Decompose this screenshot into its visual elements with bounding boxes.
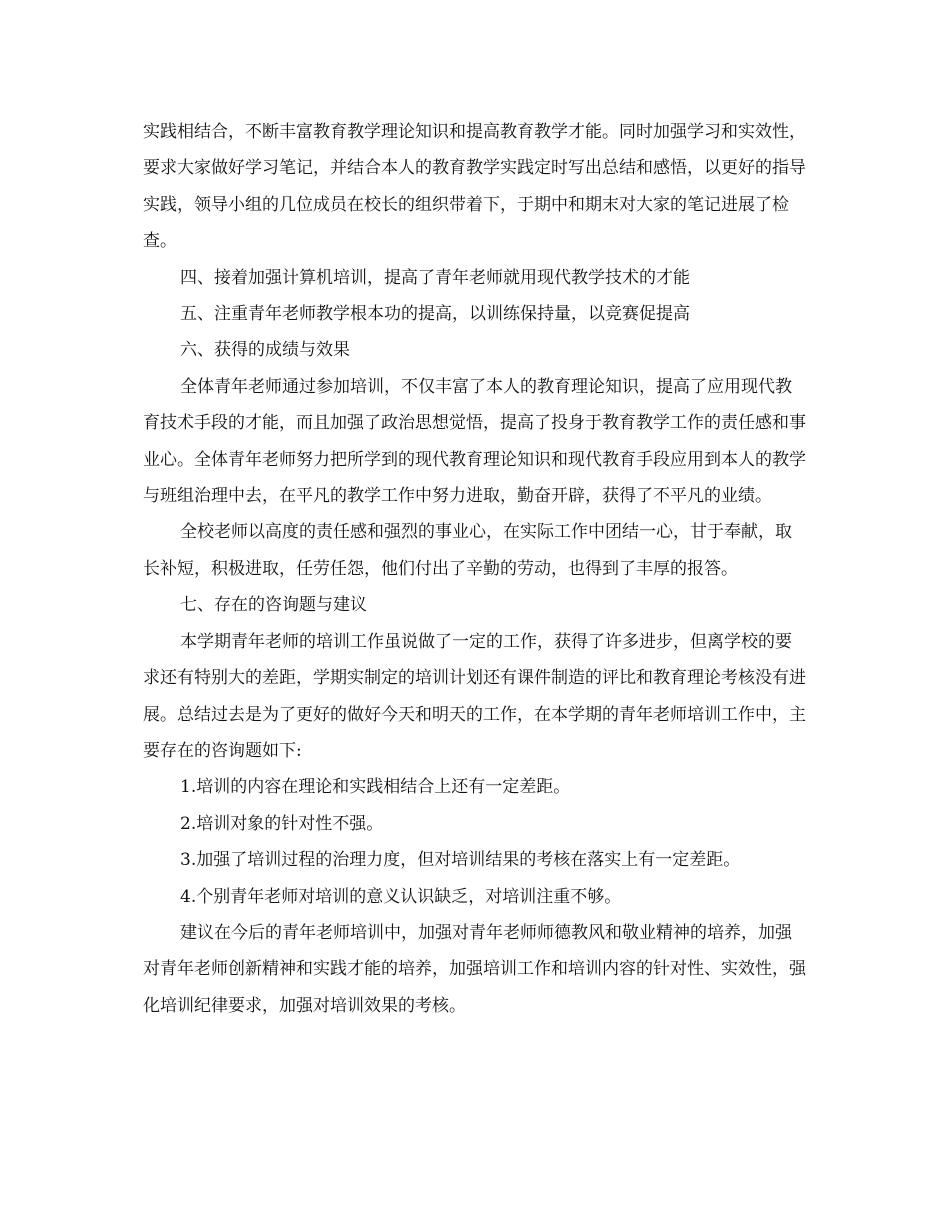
paragraph-teachers: 全校老师以高度的责任感和强烈的事业心，在实际工作中团结一心，甘于奉献，取长补短，积极进取，任劳任怨，他们付出了辛勤的劳动，也得到了丰厚的报答。 <box>143 522 792 579</box>
list-item-3: 3.加强了培训过程的治理力度，但对培训结果的考核在落实上有一定差距。 <box>180 850 741 871</box>
paragraph-results: 全体青年老师通过参加培训，不仅丰富了本人的教育理论知识，提高了应用现代教育技术手段的才能，而且加强了政治思想觉悟，提高了投身于教育教学工作的责任感和事业心。全体青年老师努力把所学到的现代教育理论知识和现代教育手段应用到本人的教学与班组治理中去，在平凡的教学工作中努力进取，勤奋开辟，获得了不平凡的业绩。 <box>143 376 806 507</box>
paragraph-continuation: 实践相结合，不断丰富教育教学理论知识和提高教育教学才能。同时加强学习和实效性，要求大家做好学习笔记，并结合本人的教育教学实践定时写出总结和感悟，以更好的指导实践，领导小组的几位成员在校长的组织带着下，于期中和期末对大家的笔记进展了检查。 <box>143 122 806 252</box>
list-item-2: 2.培训对象的针对性不强。 <box>180 813 384 834</box>
list-item-1: 1.培训的内容在理论和实践相结合上还有一定差距。 <box>180 777 571 798</box>
heading-section-5: 五、注重青年老师教学根本功的提高，以训练保持量，以竞赛促提高 <box>180 304 690 325</box>
heading-section-7: 七、存在的咨询题与建议 <box>180 595 367 616</box>
paragraph-problems-intro: 本学期青年老师的培训工作虽说做了一定的工作，获得了许多进步，但离学校的要求还有特别大的差距，学期实制定的培训计划还有课件制造的评比和教育理论考核没有进展。总结过去是为了更好的做好今天和明天的工作，在本学期的青年老师培训工作中，主要存在的咨询题如下: <box>143 631 806 761</box>
heading-section-4: 四、接着加强计算机培训，提高了青年老师就用现代教学技术的才能 <box>180 267 690 288</box>
list-item-4: 4.个别青年老师对培训的意义认识缺乏，对培训注重不够。 <box>180 886 622 907</box>
heading-section-6: 六、获得的成绩与效果 <box>180 340 350 361</box>
document-body <box>143 114 808 1024</box>
paragraph-suggestions: 建议在今后的青年老师培训中，加强对青年老师师德教风和敬业精神的培养，加强对青年老师创新精神和实践才能的培养，加强培训工作和培训内容的针对性、实效性，强化培训纪律要求，加强对培训效果的考核。 <box>143 922 806 1016</box>
